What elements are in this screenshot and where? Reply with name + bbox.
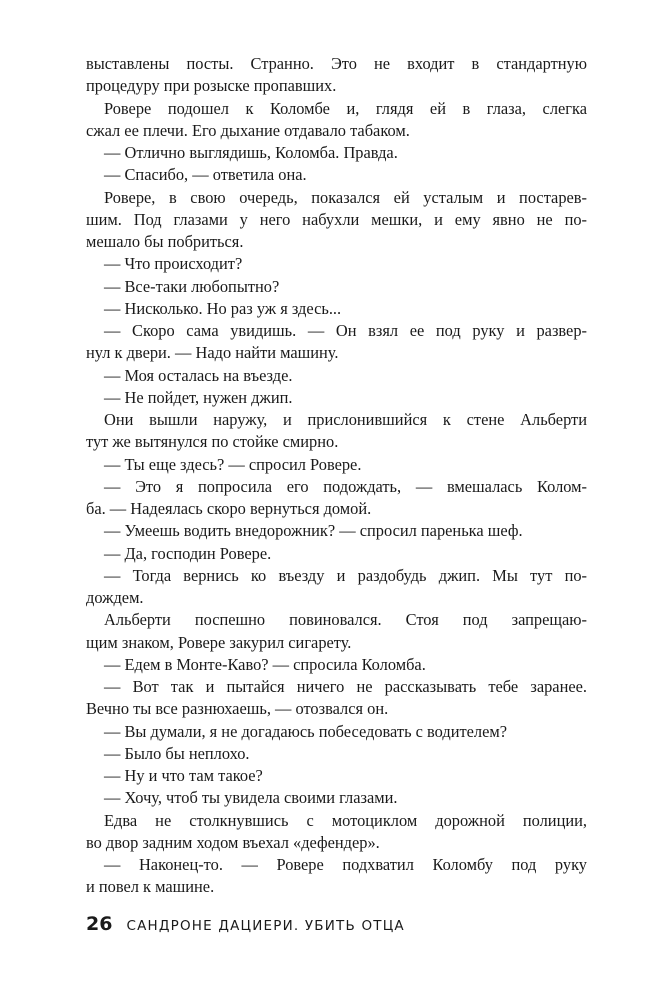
text-line: — Вот так и пытайся ничего не рассказывать тебе заранее. xyxy=(104,677,587,696)
text-line: Ровере, в свою очередь, показался ей усталым и постарев- xyxy=(104,187,587,207)
text-line: шим. Под глазами у него набухли мешки, и ему явно не по- xyxy=(86,209,587,229)
text-line: — Скоро сама увидишь. — Он взял ее под руку и развер- xyxy=(104,321,587,340)
text-line: — Едем в Монте-Каво? — спросила Коломба. xyxy=(104,654,426,674)
text-line: и повел к машине. xyxy=(86,877,215,897)
running-head: САНДРОНЕ ДАЦИЕРИ. УБИТЬ ОТЦА xyxy=(126,918,405,934)
text-line: Вечно ты все разнюхаешь, — отозвался он. xyxy=(86,699,389,719)
text-line: во двор задним ходом въехал «дефендер». xyxy=(86,832,380,852)
text-line: — Да, господин Ровере. xyxy=(104,543,272,563)
text-line: — Тогда вернись ко въезду и раздобудь джип. Мы тут по- xyxy=(104,565,587,585)
text-line: ба. — Надеялась скоро вернуться домой. xyxy=(86,499,372,518)
text-line: — Вы думали, я не догадаюсь побеседовать с водителем? xyxy=(104,721,508,741)
page-body xyxy=(86,53,587,899)
text-line: сжал ее плечи. Его дыхание отдавало табаком. xyxy=(86,120,410,140)
text-line: — Это я попросила его подождать, — вмешалась Колом- xyxy=(104,476,587,496)
text-line: Едва не столкнувшись с мотоциклом дорожной полиции, xyxy=(104,810,587,830)
text-line: — Отлично выглядишь, Коломба. Правда. xyxy=(104,143,398,162)
text-line: — Все-таки любопытно? xyxy=(104,276,280,296)
text-line: щим знаком, Ровере закурил сигарету. xyxy=(86,632,352,652)
text-line: Альберти поспешно повиновался. Стоя под запрещаю- xyxy=(104,610,587,630)
text-line: нул к двери. — Надо найти машину. xyxy=(86,343,339,363)
text-line: мешало бы побриться. xyxy=(86,232,244,251)
text-line: — Ты еще здесь? — спросил Ровере. xyxy=(104,454,362,474)
text-line: — Моя осталась на въезде. xyxy=(104,365,293,385)
text-line: — Не пойдет, нужен джип. xyxy=(104,387,293,407)
text-line: — Наконец-то. — Ровере подхватил Коломбу под руку xyxy=(104,855,587,874)
page-number: 26 xyxy=(86,913,113,935)
text-line: — Было бы неплохо. xyxy=(104,743,250,763)
text-line: процедуру при розыске пропавших. xyxy=(86,76,337,96)
text-line: выставлены посты. Странно. Это не входит в стандартную xyxy=(86,54,587,73)
text-line: Они вышли наружу, и прислонившийся к стене Альберти xyxy=(104,410,587,429)
text-line: тут же вытянулся по стойке смирно. xyxy=(86,432,339,452)
text-line: — Хочу, чтоб ты увидела своими глазами. xyxy=(104,788,398,808)
text-line: Ровере подошел к Коломбе и, глядя ей в глаза, слегка xyxy=(104,98,587,118)
text-line: дождем. xyxy=(86,588,144,607)
text-line: — Умеешь водить внедорожник? — спросил паренька шеф. xyxy=(104,521,523,541)
text-line: — Ну и что там такое? xyxy=(104,766,263,785)
text-line: — Спасибо, — ответила она. xyxy=(104,165,307,185)
text-line: — Что происходит? xyxy=(104,254,243,274)
text-line: — Нисколько. Но раз уж я здесь... xyxy=(104,298,342,318)
page-footer xyxy=(86,913,587,943)
